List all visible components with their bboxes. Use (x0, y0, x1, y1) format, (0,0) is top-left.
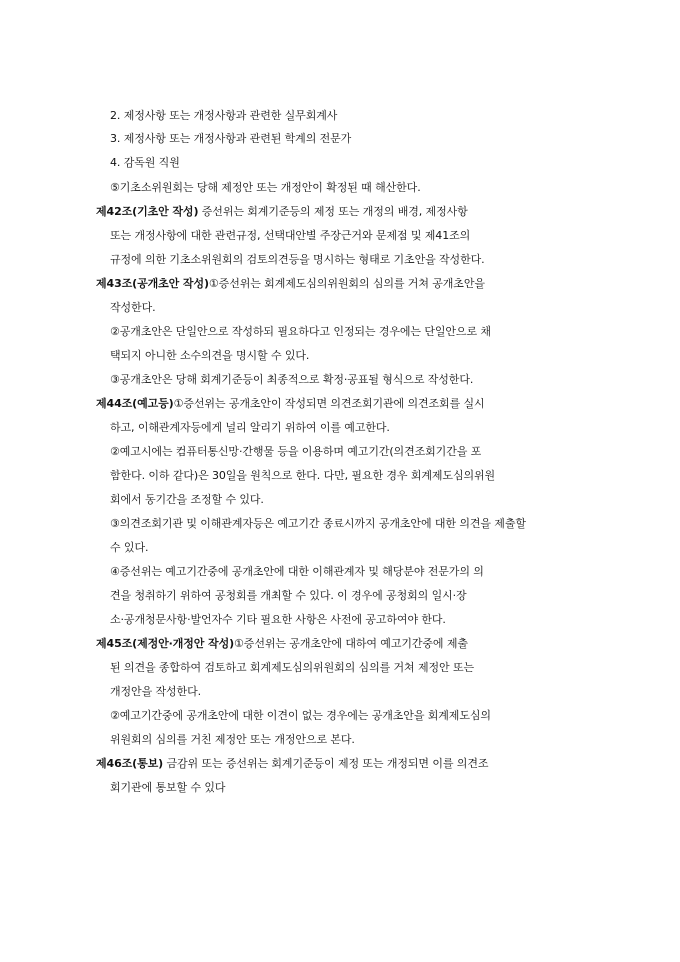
paragraph-line: 위원회의 심의를 거친 제정안 또는 개정안으로 본다. (110, 733, 355, 746)
paragraph-line: 소·공개청문사항·발언자수 기타 필요한 사항은 사전에 공고하여야 한다. (110, 613, 446, 626)
article-heading: 제45조(제정안·개정안 작성) (96, 637, 235, 650)
article-heading: 제46조(통보) (96, 757, 164, 770)
list-item: 2. 제정사항 또는 개정사항과 관련한 실무회계사 (110, 109, 338, 122)
article-43-line (96, 276, 485, 292)
article-text: ①증선위는 공개초안에 대하여 예고기간중에 제출 (234, 637, 468, 650)
article-text: 증선위는 회계기준등의 제정 또는 개정의 배경, 제정사항 (198, 205, 468, 218)
article-heading: 제43조(공개초안 작성) (96, 277, 209, 290)
paragraph-line: 하고, 이해관계자등에게 널리 알리기 위하여 이를 예고한다. (110, 421, 390, 434)
paragraph-line: 개정안을 작성한다. (110, 685, 202, 698)
paragraph-line: ②예고시에는 컴퓨터통신망·간행물 등을 이용하며 예고기간(의견조회기간을 포 (110, 445, 482, 458)
paragraph-line: 회에서 동기간을 조정할 수 있다. (110, 493, 264, 506)
paragraph-line: ⑤기초소위원회는 당해 제정안 또는 개정안이 확정된 때 해산한다. (110, 181, 421, 194)
article-45-line (96, 636, 468, 652)
list-item: 3. 제정사항 또는 개정사항과 관련된 학계의 전문가 (110, 132, 352, 145)
paragraph-line: 회기관에 통보할 수 있다 (110, 781, 226, 794)
article-text: ①증선위는 회계제도심의위원회의 심의를 거쳐 공개초안을 (208, 277, 485, 290)
paragraph-line: ②예고기간중에 공개초안에 대한 이견이 없는 경우에는 공개초안을 회계제도심의 (110, 709, 491, 722)
article-42-line (96, 204, 468, 220)
paragraph-line: 택되지 아니한 소수의견을 명시할 수 있다. (110, 349, 310, 362)
paragraph-line: 된 의견을 종합하여 검토하고 회계제도심의위원회의 심의를 거쳐 제정안 또는 (110, 661, 475, 674)
paragraph-line: 견을 청취하기 위하여 공청회를 개최할 수 있다. 이 경우에 공청회의 일시·장 (110, 589, 467, 602)
article-46-line (96, 756, 488, 772)
paragraph-line: 규정에 의한 기초소위원회의 검토의견등을 명시하는 형태로 기초안을 작성한다. (110, 253, 485, 266)
paragraph-line: 작성한다. (110, 301, 156, 314)
paragraph-line: ③의견조회기관 및 이해관계자등은 예고기간 종료시까지 공개초안에 대한 의견을 제출할 (110, 517, 526, 530)
article-44-line (96, 396, 485, 412)
article-text: 금감위 또는 증선위는 회계기준등이 제정 또는 개정되면 이를 의견조 (163, 757, 489, 770)
paragraph-line: ④증선위는 예고기간중에 공개초안에 대한 이해관계자 및 해당분야 전문가의 의 (110, 565, 484, 578)
article-text: ①증선위는 공개초안이 작성되면 의견조회기관에 의견조회를 실시 (173, 397, 485, 410)
paragraph-line: ②공개초안은 단일안으로 작성하되 필요하다고 인정되는 경우에는 단일안으로 채 (110, 325, 491, 338)
paragraph-line: 또는 개정사항에 대한 관련규정, 선택대안별 주장근거와 문제점 및 제41조의 (110, 229, 471, 242)
paragraph-line: 수 있다. (110, 541, 149, 554)
paragraph-line: ③공개초안은 당해 회계기준등이 최종적으로 확정·공표될 형식으로 작성한다. (110, 373, 474, 386)
list-item: 4. 감독원 직원 (110, 156, 180, 169)
paragraph-line: 함한다. 이하 같다)은 30일을 원칙으로 한다. 다만, 필요한 경우 회계제도심의위원 (110, 469, 496, 482)
article-heading: 제42조(기초안 작성) (96, 205, 199, 218)
article-heading: 제44조(예고등) (96, 397, 174, 410)
